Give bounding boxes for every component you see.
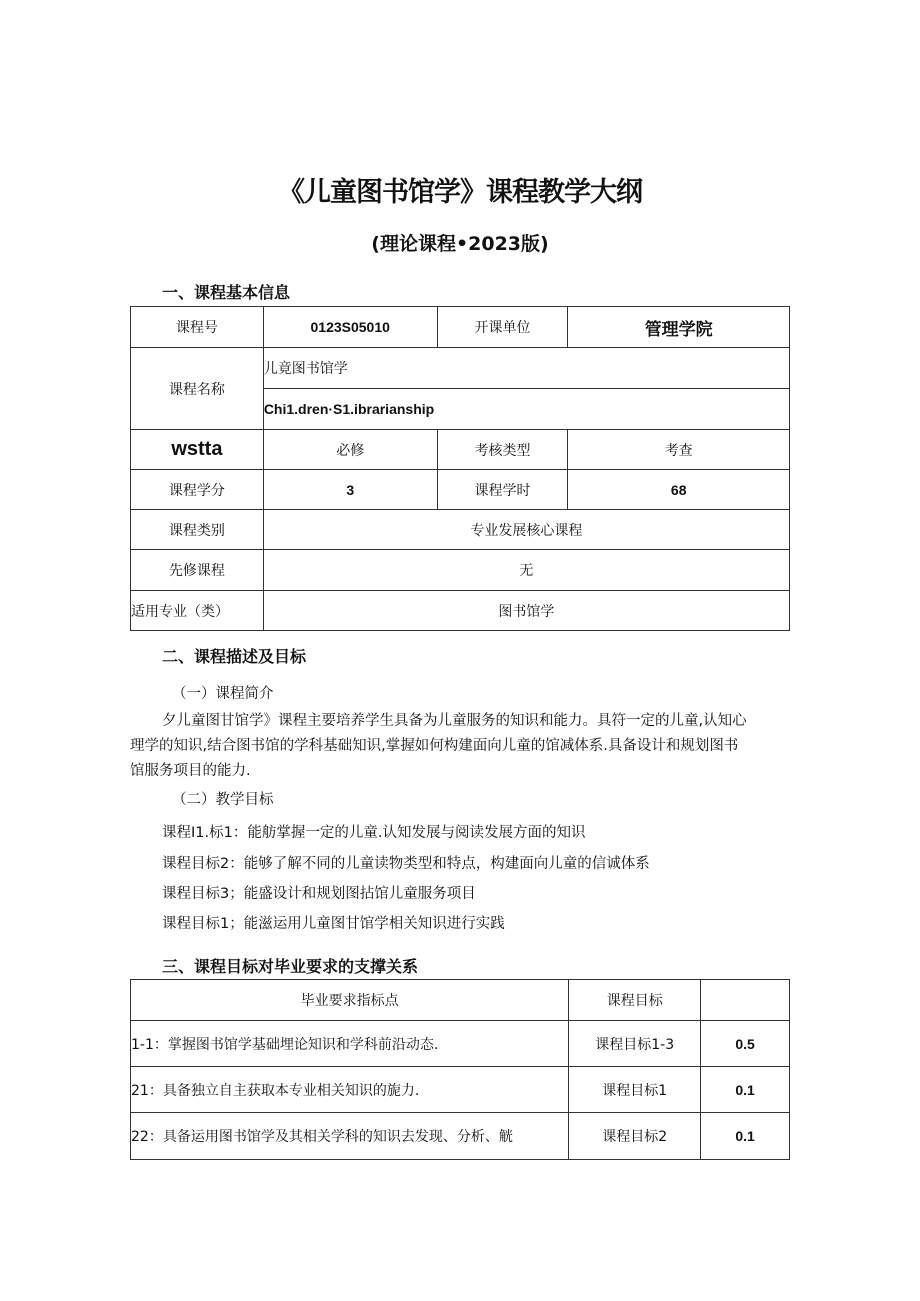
hours-label: 课程学时: [437, 470, 568, 510]
page-subtitle: (理论课程•2023版): [371, 233, 549, 255]
hours-value: 68: [568, 470, 790, 510]
credit-value: 3: [263, 470, 437, 510]
grad-point: 21：具备独立自主获取本专业相关知识的旎力.: [131, 1067, 569, 1113]
category-value: 专业发展核心课程: [263, 510, 789, 550]
prereq-label: 先修课程: [131, 550, 264, 591]
course-name-cn: 儿竟图书馆学: [263, 348, 789, 389]
intro-line-2: 理学的知识,结合图书馆的学科基础知识,掌握如何构建面向儿童的馆减体系.具备设计和规划图书: [130, 738, 739, 754]
goal-item: 课程目标1；能滋运用儿童图甘馆学相关知识进行实践: [162, 916, 505, 932]
prereq-value: 无: [263, 550, 789, 591]
assess-type-value: 考查: [568, 430, 790, 470]
course-no-value: 0123S05010: [263, 307, 437, 348]
dept-label: 开课单位: [437, 307, 568, 348]
header-weight: [701, 980, 790, 1021]
grad-point: 22：具备运用图书馆学及其相关学科的知识去发现、分析、觥: [131, 1113, 569, 1160]
weight: 0.5: [701, 1021, 790, 1067]
intro-line-3: 馆服务项目的能力.: [130, 763, 251, 779]
major-label: 适用专业（类）: [131, 591, 264, 631]
intro-heading: （一）课程简介: [172, 686, 274, 702]
header-course-goal: 课程目标: [569, 980, 701, 1021]
table-row: [131, 1113, 790, 1160]
goal-item: 课程目标2：能够了解不同的儿童读物类型和特点，构建面向儿童的信诚体系: [162, 856, 650, 872]
goal-item: 课程I1.标1：能舫掌握一定的儿童.认知发展与阅读发展方面的知识: [162, 825, 586, 841]
course-nature-label: wstta: [131, 430, 264, 470]
grad-point: 1-1：掌握图书馆学基础埋论知识和学科前沿动态.: [131, 1021, 569, 1067]
section-heading-support: 三、课程目标对毕业要求的支撑关系: [162, 957, 419, 976]
header-grad-point: 毕业要求指标点: [131, 980, 569, 1021]
intro-line-1: 夕儿童图甘馆学》课程主要培养学生具备为儿童服务的知识和能力。具符一定的儿童,认知心: [162, 713, 747, 729]
course-name-en: Chi1.dren·S1.ibrarianship: [263, 389, 789, 430]
table-row: [131, 1021, 790, 1067]
support-table: [130, 979, 790, 1160]
page-title: 《儿童图书馆学》课程教学大纲: [278, 177, 642, 208]
weight: 0.1: [701, 1113, 790, 1160]
goals-heading: （二）教学目标: [172, 792, 274, 808]
credit-label: 课程学分: [131, 470, 264, 510]
course-no-label: 课程号: [131, 307, 264, 348]
course-nature-value: 必修: [263, 430, 437, 470]
assess-type-label: 考核类型: [437, 430, 568, 470]
basic-info-table: [130, 306, 790, 631]
table-row: [131, 1067, 790, 1113]
course-goal: 课程目标2: [569, 1113, 701, 1160]
goal-item: 课程目标3；能盛设计和规划图拈馆儿童服务项目: [162, 886, 476, 902]
weight: 0.1: [701, 1067, 790, 1113]
course-goal: 课程目标1-3: [569, 1021, 701, 1067]
course-name-label: 课程名称: [131, 348, 264, 430]
dept-value: 管理学院: [568, 307, 790, 348]
section-heading-basic-info: 一、课程基本信息: [162, 283, 291, 302]
major-value: 图书馆学: [263, 591, 789, 631]
course-goal: 课程目标1: [569, 1067, 701, 1113]
section-heading-description: 二、课程描述及目标: [162, 647, 307, 666]
category-label: 课程类别: [131, 510, 264, 550]
